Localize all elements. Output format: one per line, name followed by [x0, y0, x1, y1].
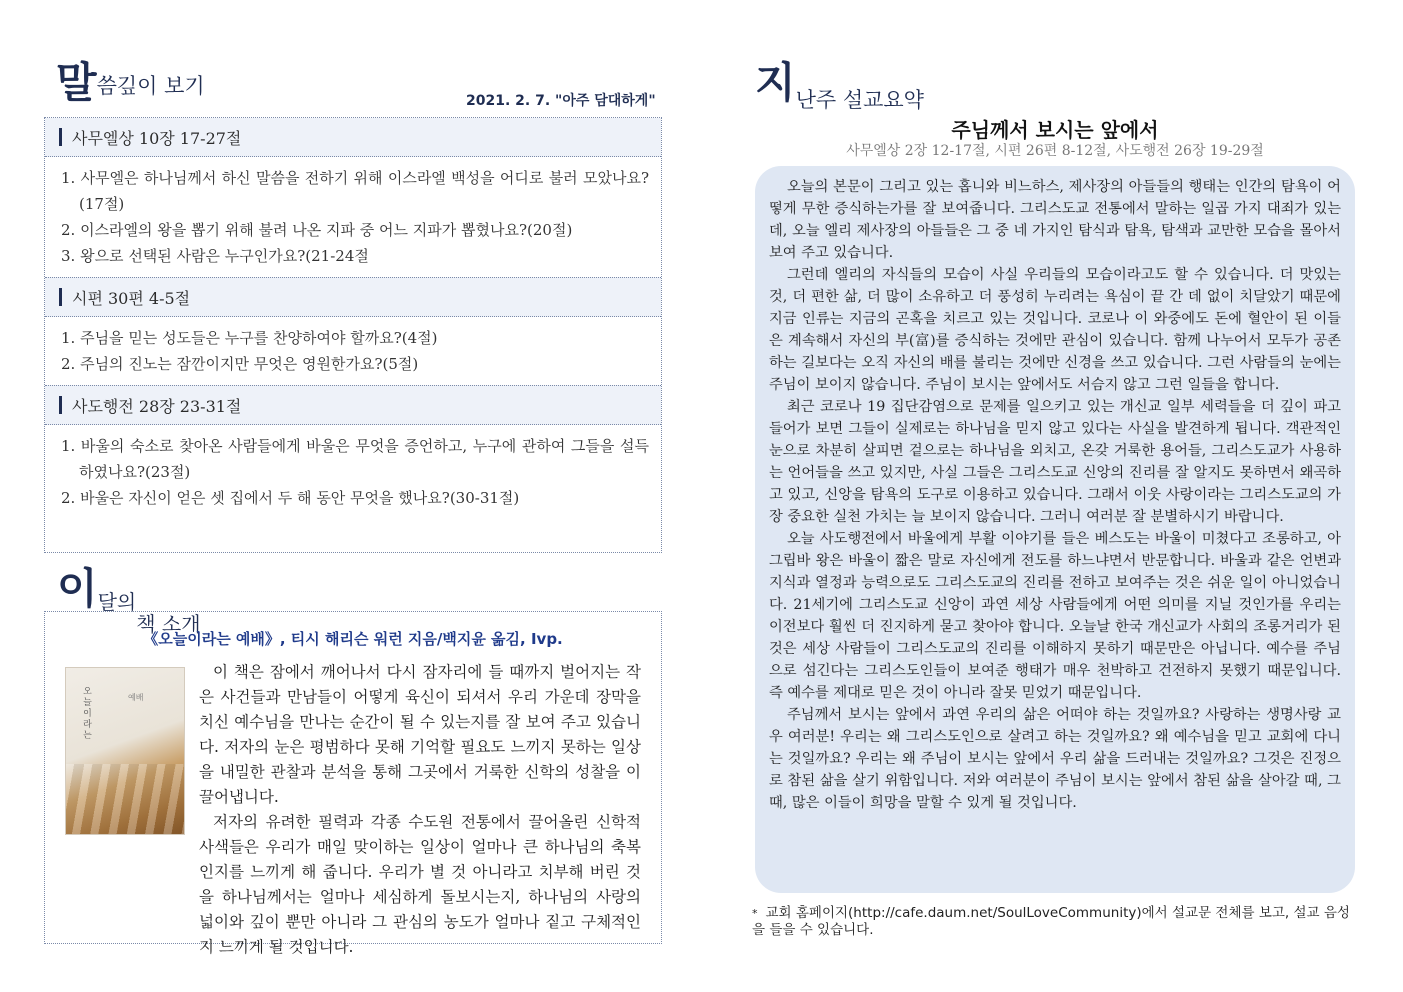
book-intro-box — [44, 611, 662, 956]
sermon-heading — [755, 50, 924, 110]
book-heading-part2: 책 소개 — [136, 612, 201, 636]
sermon-scripture-refs: 사무엘상 2장 12-17절, 시편 26편 8-12절, 사도행전 26장 19-29절 — [846, 143, 1264, 159]
study-section-title: 시편 30편 4-5절 — [72, 288, 191, 308]
section-bar-icon — [59, 396, 62, 414]
sermon-heading-rest: 난주 설교요약 — [795, 88, 924, 112]
sermon-paragraph: 오늘 사도행전에서 바울에게 부활 이야기를 들은 베스도는 바울이 미쳤다고 조롱하고, 아그립바 왕은 바울이 짧은 말로 자신에게 전도를 하느냐면서 반문합니다. 바울과 같은 언변과 지식과 열정과 능력으로도 그리스도교의 진리를 전하고 보여주는 것은 쉬운 일이 아니었습니다. 21세기에 그리스도교 신앙이 과연 세상 사람들에게 어떤 의미를 지닐 것인가를 우리는 이전보다 훨씬 더 진지하게 묻고 찾아야 합니다. 오늘날 한국 개신교가 사회의 조롱거리가 된 것은 세상 사람들이 그리스도교의 진리를 이해하지 못하기 때문만은 아닙니다. 예수를 주님으로 섬긴다는 그리스도인들이 보여준 행태가 매우 천박하고 건전하지 못했기 때문입니다. 즉 예수를 제대로 믿은 것이 아니라 잘못 믿었기 때문입니다. — [769, 531, 1341, 701]
book-paragraph: 저자의 유려한 필력과 각종 수도원 전통에서 끌어올린 신학적 사색들은 우리가 매일 맞이하는 일상이 얼마나 큰 하나님의 축복인지를 느끼게 해 줍니다. 우리가 별 것 아니라고 치부해 버린 것을 하나님께서는 얼마나 세심하게 돌보시는지, 하나님의 사랑의 넓이와 깊이 뿐만 아니라 그 관심의 농도가 얼마나 짙고 구체적인지 느끼게 될 것입니다. — [199, 813, 641, 956]
meditation-heading — [56, 50, 205, 110]
sermon-paragraph: 주님께서 보시는 앞에서 과연 우리의 삶은 어떠야 하는 것일까요? 사랑하는 생명사랑 교우 여러분! 우리는 왜 그리스도인으로 살려고 하는 것일까요? 왜 예수님을 믿고 교회에 다니는 것일까요? 우리는 왜 주님이 보시는 앞에서 우리 삶을 드러내는 것일까요? 그것은 진정으로 참된 삶을 살기 위함입니다. 저와 여러분이 주님이 보시는 앞에서 참된 삶을 살아갈 때, 그 때, 많은 이들이 희망을 말할 수 있게 될 것입니다. — [769, 707, 1341, 811]
study-question: 1. 주님을 믿는 성도들은 누구를 찬양하여야 할까요?(4절) — [61, 329, 438, 347]
study-question: 3. 왕으로 선택된 사람은 누구인가요?(21-24절 — [61, 247, 369, 265]
book-cover-title: 오늘이라는 — [81, 686, 91, 741]
study-question-list — [45, 157, 661, 277]
study-section-header — [45, 277, 661, 317]
section-bar-icon — [59, 288, 62, 306]
sermon-paragraph: 최근 코로나 19 집단감염으로 문제를 일으키고 있는 개신교 일부 세력들을 더 깊이 파고 들어가 보면 그들이 실제로는 하나님을 믿지 않고 있다는 사실을 발견하게 됩니다. 객관적인 눈으로 차분히 살피면 겉으로는 하나님을 외치고, 온갖 거룩한 용어들, 그리스도교가 사용하는 언어들을 쓰고 있지만, 사실 그들은 그리스도교 신앙의 진리를 잘 알지도 못하면서 왜곡하고 있고, 신앙을 탐욕의 도구로 이용하고 있습니다. 그래서 이웃 사랑이라는 그리스도교의 가장 중요한 실천 가치는 늘 보이지 않습니다. 그러니 여러분 잘 분별하시기 바랍니다. — [769, 399, 1341, 525]
sermon-paragraph: 그런데 엘리의 자식들의 모습이 사실 우리들의 모습이라고도 할 수 있습니다. 더 맛있는 것, 더 편한 삶, 더 많이 소유하고 더 풍성히 누리려는 욕심이 끝 간 데 없이 치달았기 때문에 지금 인류는 지금의 곤혹을 치르고 있는 것입니다. 코로나 이 와중에도 돈에 혈안이 된 이들은 계속해서 자신의 부(富)를 증식하는 것에만 관심이 있습니다. 함께 나누어서 모두가 공존하는 길보다는 오직 자신의 배를 불리는 것에만 신경을 쓰고 있습니다. 그런 사람들의 눈에는 주님이 보이지 않습니다. 주님이 보시는 앞에서도 서슴지 않고 그런 일들을 합니다. — [769, 267, 1341, 393]
study-question: 1. 사무엘은 하나님께서 하신 말씀을 전하기 위해 이스라엘 백성을 어디로 불러 모았나요?(17절) — [61, 169, 649, 213]
sermon-heading-initial: 지 — [755, 58, 796, 107]
footnote-text: 교회 홈페이지(http://cafe.daum.net/SoulLoveCommunity)에서 설교문 전체를 보고, 설교 음성을 들을 수 있습니다. — [752, 905, 1350, 938]
book-cover-subtitle: 예배 — [128, 693, 144, 702]
footnote — [752, 905, 1352, 939]
meditation-heading-initial: 말 — [56, 58, 97, 107]
study-question-list — [45, 425, 661, 519]
study-question: 2. 주님의 진노는 잠깐이지만 무엇은 영원한가요?(5절) — [61, 355, 419, 373]
study-section-header — [45, 118, 661, 157]
footnote-star: * — [752, 907, 758, 920]
book-title: 《오늘이라는 예배》, 티시 해리슨 워런 지음/백지윤 옮김, Ivp. — [143, 630, 563, 648]
meditation-heading-rest: 씀깊이 보기 — [96, 74, 205, 98]
bible-study-box — [44, 117, 662, 553]
study-question: 2. 이스라엘의 왕을 뽑기 위해 불려 나온 지파 중 어느 지파가 뽑혔나요?(20절) — [61, 221, 573, 239]
study-question: 2. 바울은 자신이 얻은 셋 집에서 두 해 동안 무엇을 했나요?(30-31절) — [61, 489, 520, 507]
book-paragraph: 이 책은 잠에서 깨어나서 다시 잠자리에 들 때까지 벌어지는 작은 사건들과 만남들이 어떻게 육신이 되셔서 우리 가운데 장막을 치신 예수님을 만나는 순간이 될 수 있는지를 잘 보여 주고 있습니다. 저자의 눈은 평범하다 못해 기억할 필요도 느끼지 못하는 일상을 내밀한 관찰과 분석을 통해 그곳에서 거룩한 신학의 성찰을 이끌어냅니다. — [199, 663, 641, 806]
study-section-title: 사도행전 28장 23-31절 — [72, 396, 242, 416]
book-heading-initial: 이 — [57, 564, 98, 613]
section-bar-icon — [59, 128, 62, 146]
book-heading-part1: 달의 — [97, 590, 137, 614]
study-section-title: 사무엘상 10장 17-27절 — [72, 128, 242, 148]
book-heading — [57, 556, 201, 636]
sermon-paragraph: 오늘의 본문이 그리고 있는 홉니와 비느하스, 제사장의 아들들의 행태는 인간의 탐욕이 어떻게 무한 증식하는가를 잘 보여줍니다. 그리스도교 전통에서 말하는 일곱 가지 대죄가 있는데, 오늘 엘리 제사장의 아들들은 그 중 네 가지인 탐식과 탐욕, 탐색과 교만한 모습을 몰아서 보여 주고 있습니다. — [769, 179, 1341, 261]
study-question: 1. 바울의 숙소로 찾아온 사람들에게 바울은 무엇을 증언하고, 누구에 관하여 그들을 설득하였나요?(23절) — [61, 437, 649, 481]
study-section-header — [45, 385, 661, 425]
date-line: 2021. 2. 7. "아주 담대하게" — [466, 93, 656, 109]
sermon-summary-box — [755, 166, 1355, 893]
book-description — [61, 660, 641, 960]
sermon-title: 주님께서 보시는 앞에서 — [951, 118, 1159, 142]
study-question-list — [45, 317, 661, 385]
